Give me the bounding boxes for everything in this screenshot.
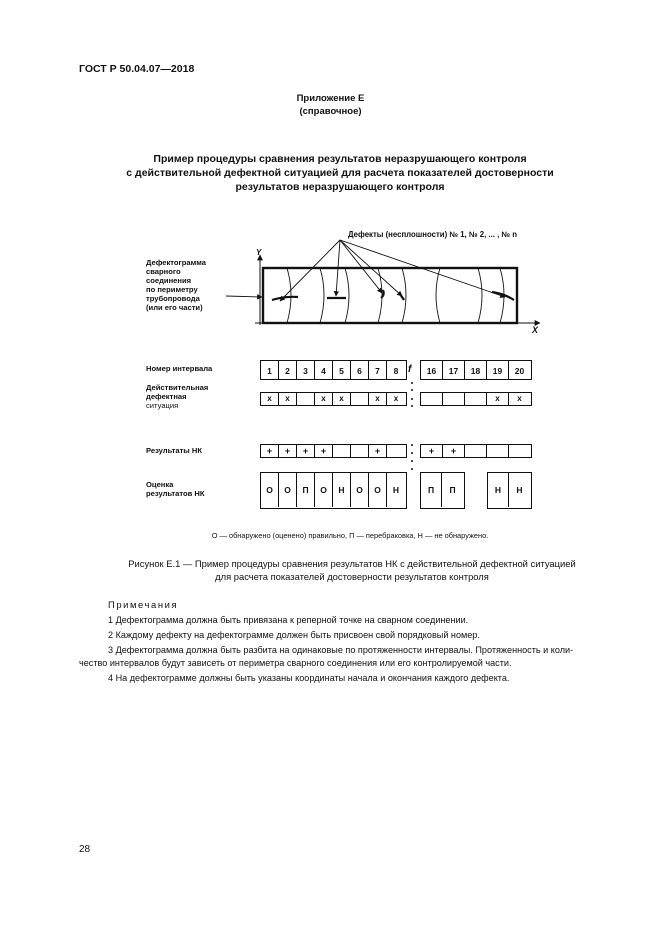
actual-cell <box>351 393 369 405</box>
results-cell: + <box>369 445 387 457</box>
defect-marks <box>272 290 514 300</box>
actual-cell <box>297 393 315 405</box>
actual-cell <box>465 393 487 405</box>
evaluation-cell: П <box>297 473 315 507</box>
note-2: 2 Каждому дефекту на дефектограмме должен быть присвоен свой порядковый номер. <box>108 630 480 640</box>
appendix-subtitle: (справочное) <box>299 106 362 117</box>
interval-cell: 7 <box>369 361 387 379</box>
section-title-line-3: результатов неразрушающего контроля <box>235 181 445 193</box>
interval-cell: 6 <box>351 361 369 379</box>
actual-cell: x <box>333 393 351 405</box>
actual-cell: x <box>315 393 333 405</box>
results-cell <box>333 445 351 457</box>
interval-cell: 4 <box>315 361 333 379</box>
evaluation-cell: Н <box>488 473 509 507</box>
evaluation-cell: О <box>261 473 279 507</box>
section-title-line-1: Пример процедуры сравнения результатов неразрушающего контроля <box>153 153 527 165</box>
results-cell: + <box>315 445 333 457</box>
actual-cell: x <box>517 394 522 403</box>
results-row-left <box>260 444 407 458</box>
note-3: 3 Дефектограмма должна быть разбита на одинаковые по протяженности интервалы. Протяженность и коли- <box>108 645 574 655</box>
actual-row-left <box>260 392 407 406</box>
appendix-title: Приложение Е <box>296 93 365 104</box>
actual-cell: x <box>369 393 387 405</box>
interval-row-left <box>260 360 407 380</box>
evaluation-row-right-a <box>420 472 465 509</box>
evaluation-cell: О <box>351 473 369 507</box>
figure-legend: О — обнаружено (оценено) правильно, П — перебраковка, Н — не обнаружено. <box>211 531 489 540</box>
evaluation-cell: О <box>369 473 387 507</box>
interval-row-right <box>420 360 532 380</box>
evaluation-row-right-b <box>487 472 532 509</box>
interval-cell: 2 <box>279 361 297 379</box>
evaluation-cell: Н <box>333 473 351 507</box>
note-3-continued: чество интервалов будут зависеть от периметра сварного соединения или его контролируемой части. <box>79 658 512 668</box>
actual-cell <box>421 393 443 405</box>
actual-cell: x <box>393 394 399 403</box>
results-row-right <box>420 444 532 458</box>
evaluation-cell: Н <box>516 485 523 495</box>
evaluation-cell: П <box>421 473 442 507</box>
results-cell: + <box>279 445 297 457</box>
results-cell <box>487 445 509 457</box>
actual-cell: x <box>487 393 509 405</box>
interval-cell: 17 <box>443 361 465 379</box>
weld-frame <box>263 268 517 323</box>
interval-cell: 18 <box>465 361 487 379</box>
row-label-results: Результаты НК <box>146 446 203 455</box>
results-cell <box>387 445 405 457</box>
evaluation-cell: О <box>315 473 333 507</box>
note-4: 4 На дефектограмме должны быть указаны координаты начала и окончания каждого дефекта. <box>108 673 510 683</box>
weld-ripples <box>287 268 504 323</box>
results-cell: + <box>297 445 315 457</box>
interval-cell: 5 <box>333 361 351 379</box>
interval-cell: 16 <box>421 361 443 379</box>
results-cell <box>351 445 369 457</box>
x-axis-label: X <box>532 325 539 335</box>
interval-cell: 1 <box>261 361 279 379</box>
interval-gap: f <box>408 364 412 375</box>
standard-header: ГОСТ Р 50.04.07—2018 <box>79 63 195 75</box>
note-1: 1 Дефектограмма должна быть привязана к реперной точке на сварном соединении. <box>108 615 469 625</box>
interval-cell: 19 <box>487 361 509 379</box>
results-cell <box>509 445 530 457</box>
actual-cell <box>443 393 465 405</box>
page-number: 28 <box>79 844 91 855</box>
results-cell <box>465 445 487 457</box>
actual-cell: x <box>279 393 297 405</box>
defectogram-label: Дефектограмма сварного соединения по периметру трубопровода (или его части) <box>146 258 206 312</box>
interval-cell: 20 <box>514 366 525 376</box>
row-label-interval: Номер интервала <box>146 364 213 373</box>
interval-cell: 3 <box>297 361 315 379</box>
evaluation-row-left <box>260 472 407 509</box>
evaluation-cell: Н <box>392 485 400 495</box>
section-title-line-2: с действительной дефектной ситуацией для расчета показателей достоверности <box>126 167 554 179</box>
results-cell: + <box>261 445 279 457</box>
row-label-evaluation: Оценка результатов НК <box>146 480 205 498</box>
defects-label: Дефекты (несплошности) № 1, № 2, ... , № n <box>348 230 518 239</box>
interval-cell: 8 <box>393 366 399 376</box>
results-cell: + <box>421 445 443 457</box>
evaluation-cell: П <box>449 485 456 495</box>
actual-cell: x <box>261 393 279 405</box>
results-cell: + <box>443 445 465 457</box>
actual-row-right <box>420 392 532 406</box>
figure-caption: Рисунок Е.1 — Пример процедуры сравнения результатов НК с действительной дефектной ситуацией для расчета показателей достоверности результатов контроля <box>128 558 576 582</box>
row-label-actual: Действительная дефектная ситуация <box>146 383 209 410</box>
notes-heading: Примечания <box>108 599 179 610</box>
y-axis-label: Y <box>256 248 262 257</box>
evaluation-cell: О <box>279 473 297 507</box>
